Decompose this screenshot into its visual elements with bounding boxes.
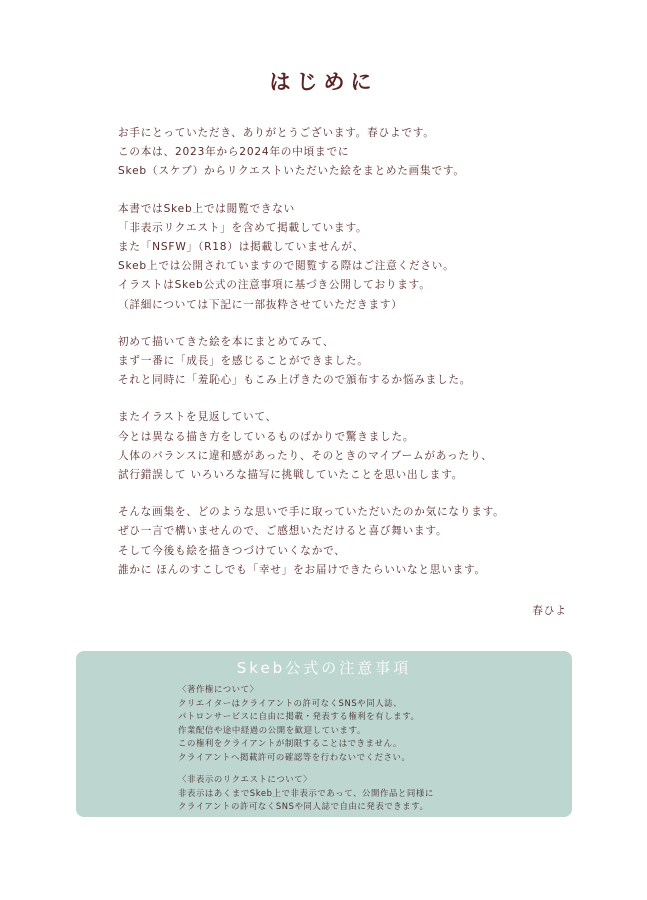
text-line: また「NSFW」（R18）は掲載していませんが、 [118, 241, 365, 254]
text-line: そんな画集を、どのような思いで手に取っていただいたのか気になります。 [118, 506, 505, 519]
intro-text [118, 124, 578, 598]
text-line: またイラストを見返していて、 [118, 411, 277, 424]
text-line: Skeb（スケブ）からリクエストいただいた絵をまとめた画集です。 [118, 165, 465, 178]
text-line: 「非表示リクエスト」を含めて掲載しています。 [118, 221, 368, 234]
notice-body [178, 683, 558, 823]
text-line: お手にとっていただき、ありがとうございます。春ひよです。 [118, 127, 435, 139]
notice-box [76, 651, 572, 817]
notice-section-copyright [178, 683, 558, 764]
text-line: そして今後も絵を描きつづけていくなかで、 [118, 544, 346, 557]
text-line: ぜひ一言で構いませんので、ご感想いただけると喜び舞います。 [118, 525, 448, 538]
text-line: 本書ではSkeb上では閲覧できない [118, 202, 296, 215]
paragraph [118, 200, 578, 315]
notice-line: この権利をクライアントが制限することはできません。 [178, 738, 403, 748]
notice-line: クリエイターはクライアントの許可なくSNSや同人誌、 [178, 697, 403, 708]
notice-line: パトロンサービスに自由に掲載・発表する権利を有します。 [178, 711, 420, 721]
notice-line: 非表示はあくまでSkeb上で非表示であって、公開作品と同様に [178, 787, 434, 798]
text-line: それと同時に「羞恥心」もこみ上げきたので頒布するか悩みました。 [118, 374, 472, 387]
text-line: まず一番に「成長」を感じることができました。 [118, 355, 369, 368]
notice-line: 〈著作権について〉 [178, 684, 259, 694]
text-line: 試行錯誤して いろいろな描写に挑戦していたことを思い出します。 [118, 469, 464, 482]
text-line: 誰かに ほんのすこしでも「幸せ」をお届けできたらいいなと思います。 [118, 563, 486, 576]
notice-section-hidden-request [178, 773, 558, 814]
text-line: 初めて描いてきた絵を本にまとめてみて、 [118, 335, 335, 348]
text-line: イラストはSkeb公式の注意事項に基づき公開しております。 [118, 279, 431, 292]
paragraph [118, 333, 578, 391]
text-line: 人体のバランスに違和感があったり、そのときのマイブームがあったり、 [118, 449, 493, 462]
page-title: はじめに [269, 70, 378, 94]
text-line: この本は、2023年から2024年の中頃までに [118, 146, 350, 159]
notice-line: 〈非表示のリクエストについて〉 [178, 774, 313, 784]
text-line: 今とは異なる描き方をしているものばかりで驚きました。 [118, 430, 415, 443]
notice-title: Skeb公式の注意事項 [236, 659, 412, 677]
signature: 春ひよ [532, 605, 567, 617]
paragraph [118, 503, 578, 580]
notice-line: クライアントへ掲載許可の確認等を行わないでください。 [178, 751, 411, 762]
paragraph [118, 124, 578, 182]
paragraph [118, 408, 578, 485]
text-line: （詳細については下記に一部抜粋させていただきます） [118, 298, 403, 311]
text-line: Skeb上では公開されていますので閲覧する際はご注意ください。 [118, 260, 455, 273]
notice-line: クライアントの許可なくSNSや同人誌で自由に発表できます。 [178, 801, 429, 811]
notice-line: 作業配信や途中経過の公開を歓迎しています。 [178, 724, 366, 735]
